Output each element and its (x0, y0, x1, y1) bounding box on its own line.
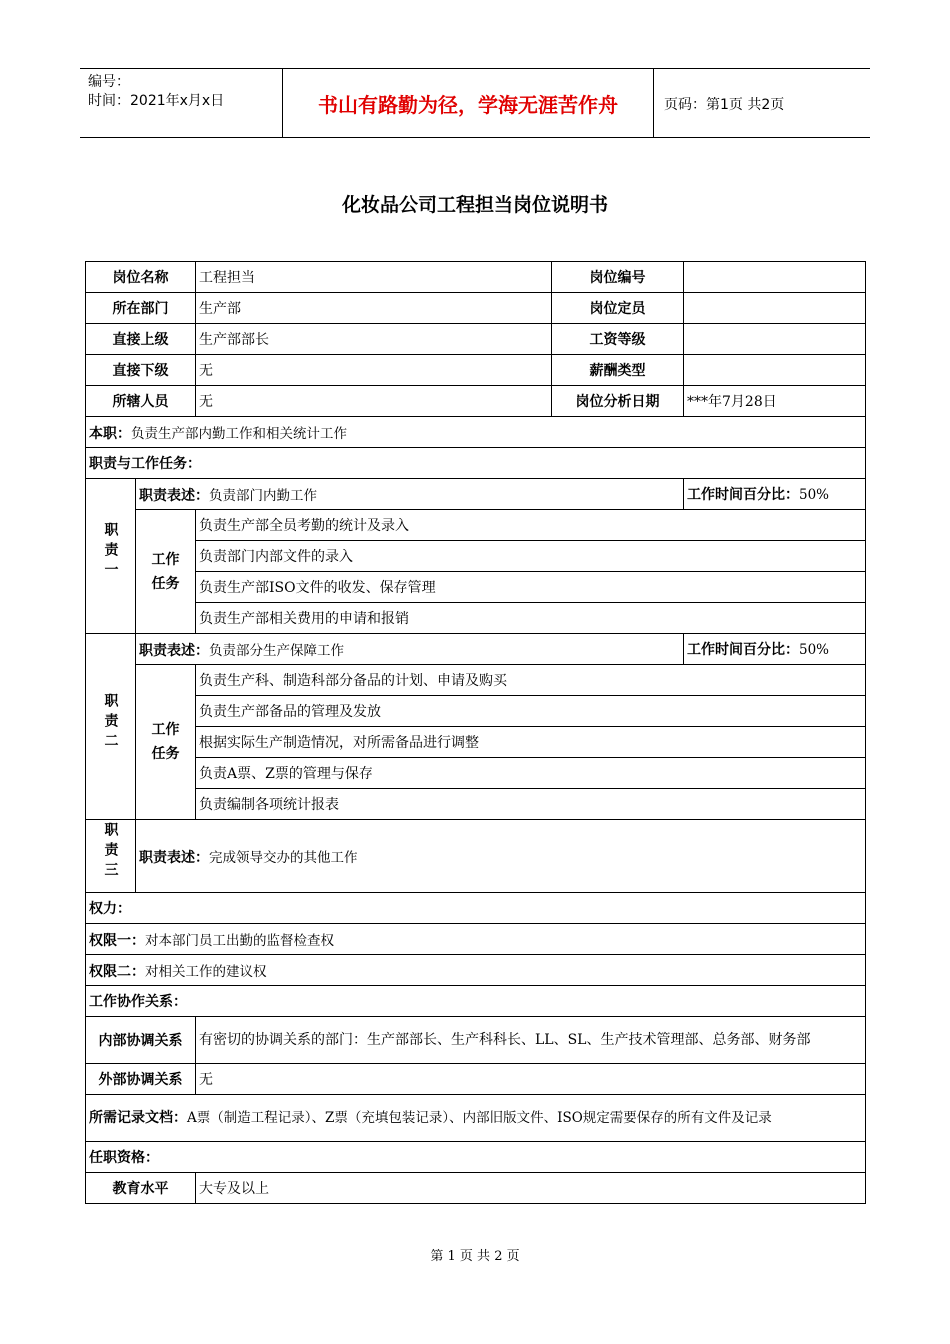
duty2-desc (136, 634, 684, 665)
page-header (80, 68, 870, 138)
education-label: 教育水平 (86, 1173, 196, 1204)
external-relations-text: 无 (196, 1064, 866, 1095)
duty1-label-text: 职责一 (102, 522, 119, 582)
duty2-task-5: 负责编制各项统计报表 (196, 789, 866, 820)
records (86, 1095, 866, 1142)
number-label: 编号： (88, 74, 130, 90)
row-subordinate (86, 355, 866, 386)
date-line: 时间：2021年x月x日 (88, 93, 225, 109)
duty2-pct (684, 634, 866, 665)
authority-1-text: 对本部门员工出勤的监督检查权 (145, 932, 334, 949)
authority-1-label: 权限一： (89, 932, 145, 949)
dept-label: 所在部门 (86, 293, 196, 324)
post-no-label: 岗位编号 (552, 262, 684, 293)
staff-value: 无 (196, 386, 552, 417)
duty1-task-row (86, 510, 866, 541)
job-description-table (85, 261, 866, 1204)
duty-summary (86, 417, 866, 448)
duty1-label (86, 479, 136, 634)
quota-label: 岗位定员 (552, 293, 684, 324)
row-records (86, 1095, 866, 1142)
row-duty-summary (86, 417, 866, 448)
duty2-pct-value: 50% (799, 642, 830, 658)
internal-relations-text: 有密切的协调关系的部门：生产部部长、生产科科长、LL、SL、生产技术管理部、总务部、财务部 (196, 1017, 866, 1064)
document-title: 化妆品公司工程担当岗位说明书 (341, 194, 608, 216)
row-superior (86, 324, 866, 355)
records-text: A票（制造工程记录）、Z票（充填包装记录）、内部旧版文件、ISO规定需要保存的所有文件及记录 (187, 1110, 772, 1126)
grade-value (684, 324, 866, 355)
subordinate-label: 直接下级 (86, 355, 196, 386)
duty1-task-row (86, 541, 866, 572)
duty3-row (86, 820, 866, 893)
authority-2-label: 权限二： (89, 963, 145, 980)
duty3-label-text: 职责三 (102, 822, 119, 882)
post-name-value: 工程担当 (196, 262, 552, 293)
row-qualification-label (86, 1142, 866, 1173)
duty1-desc-label: 职责表述： (139, 487, 209, 504)
external-relations-label: 外部协调关系 (86, 1064, 196, 1095)
authority-2-text: 对相关工作的建议权 (145, 963, 267, 980)
superior-value: 生产部部长 (196, 324, 552, 355)
duty2-task-row (86, 665, 866, 696)
education-value: 大专及以上 (196, 1173, 866, 1204)
duty2-task-4: 负责A票、Z票的管理与保存 (196, 758, 866, 789)
salary-type-value (684, 355, 866, 386)
duties-section-label: 职责与工作任务： (86, 448, 866, 479)
row-education (86, 1173, 866, 1204)
duty1-task-row (86, 603, 866, 634)
duty2-task-3: 根据实际生产制造情况，对所需备品进行调整 (196, 727, 866, 758)
duty2-desc-label: 职责表述： (139, 642, 209, 659)
duty2-label (86, 634, 136, 820)
duty3-desc-label: 职责表述： (139, 849, 209, 866)
qualification-label: 任职资格： (86, 1142, 866, 1173)
post-name-label: 岗位名称 (86, 262, 196, 293)
row-relations-label (86, 986, 866, 1017)
header-motto: 书山有路勤为径，学海无涯苦作舟 (282, 69, 654, 137)
duty2-pct-label: 工作时间百分比： (687, 642, 799, 658)
duty2-task-row (86, 789, 866, 820)
row-dept (86, 293, 866, 324)
duty-summary-label: 本职： (89, 425, 131, 442)
duty1-pct-label: 工作时间百分比： (687, 487, 799, 503)
row-post-name (86, 262, 866, 293)
duty1-desc (136, 479, 684, 510)
row-internal-relations (86, 1017, 866, 1064)
duty1-task-3: 负责生产部ISO文件的收发、保存管理 (196, 572, 866, 603)
grade-label: 工资等级 (552, 324, 684, 355)
subordinate-value: 无 (196, 355, 552, 386)
duty1-task-1: 负责生产部全员考勤的统计及录入 (196, 510, 866, 541)
duty1-desc-row (86, 479, 866, 510)
duty2-task-2: 负责生产部备品的管理及发放 (196, 696, 866, 727)
duty2-task-row (86, 696, 866, 727)
duty1-task-label: 工作任务 (136, 510, 196, 634)
row-staff (86, 386, 866, 417)
page-footer: 第 1 页 共 2 页 (430, 1249, 520, 1264)
duty-summary-text: 负责生产部内勤工作和相关统计工作 (131, 425, 347, 442)
duty2-task-row (86, 758, 866, 789)
row-authority-label (86, 893, 866, 924)
salary-type-label: 薪酬类型 (552, 355, 684, 386)
analysis-date-label: 岗位分析日期 (552, 386, 684, 417)
duty3-desc (136, 820, 866, 893)
row-authority-1 (86, 924, 866, 955)
duty3-label (86, 820, 136, 893)
duty1-task-row (86, 572, 866, 603)
duty1-task-4: 负责生产部相关费用的申请和报销 (196, 603, 866, 634)
analysis-date-value: ***年7月28日 (684, 386, 866, 417)
row-external-relations (86, 1064, 866, 1095)
duty2-task-row (86, 727, 866, 758)
relations-label: 工作协作关系： (86, 986, 866, 1017)
duty1-desc-text: 负责部门内勤工作 (209, 487, 317, 504)
duty1-task-2: 负责部门内部文件的录入 (196, 541, 866, 572)
dept-value: 生产部 (196, 293, 552, 324)
duty2-label-text: 职责二 (102, 692, 119, 753)
duty2-task-1: 负责生产科、制造科部分备品的计划、申请及购买 (196, 665, 866, 696)
internal-relations-label: 内部协调关系 (86, 1017, 196, 1064)
duty1-pct-value: 50% (799, 487, 830, 503)
authority-1 (86, 924, 866, 955)
header-meta (88, 73, 224, 111)
staff-label: 所辖人员 (86, 386, 196, 417)
duty2-desc-text: 负责部分生产保障工作 (209, 642, 344, 659)
quota-value (684, 293, 866, 324)
superior-label: 直接上级 (86, 324, 196, 355)
duty3-desc-text: 完成领导交办的其他工作 (209, 849, 358, 866)
authority-2 (86, 955, 866, 986)
row-duties-label (86, 448, 866, 479)
header-page-info: 页码：第1页 共2页 (664, 97, 785, 113)
duty1-pct (684, 479, 866, 510)
authority-label: 权力： (86, 893, 866, 924)
duty2-task-label: 工作任务 (136, 665, 196, 820)
records-label: 所需记录文档： (89, 1110, 187, 1126)
post-no-value (684, 262, 866, 293)
duty2-desc-row (86, 634, 866, 665)
row-authority-2 (86, 955, 866, 986)
